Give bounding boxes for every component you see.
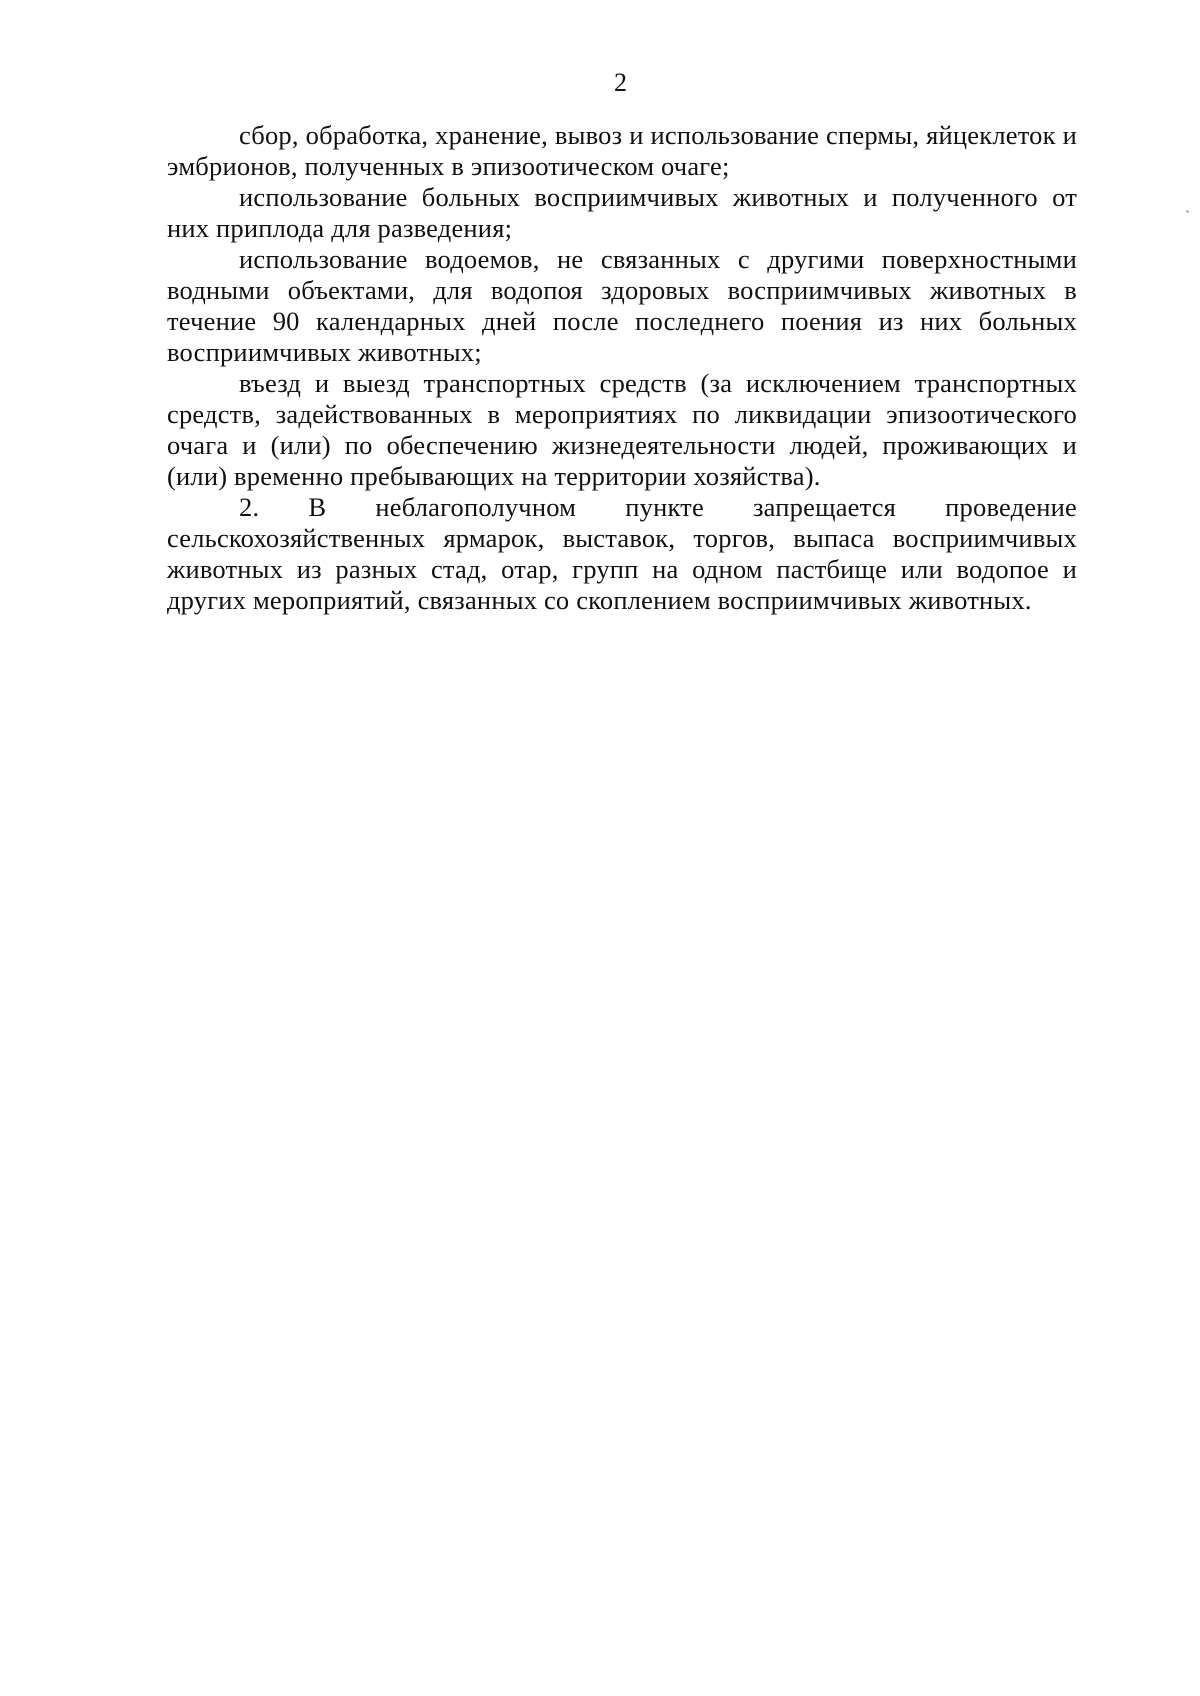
paragraph-breeding-ban: использование больных восприимчивых животных и полученного от них приплода для разведения; [167, 182, 1077, 243]
document-body [167, 120, 1077, 616]
scan-artifact-dot [1186, 210, 1189, 213]
paragraph-item-2: 2. В неблагополучном пункте запрещается проведение сельскохозяйственных ярмарок, выставок, торгов, выпаса восприимчивых животных из разных стад, отар, групп на одном пастбище или водопое и других мероприятий, связанных со скоплением восприимчивых животных. [167, 492, 1077, 615]
paragraph-water-ban: использование водоемов, не связанных с другими поверхностными водными объектами, для водопоя здоровых восприимчивых животных в течение 90 календарных дней после последнего поения из них больных восприимчивых животных; [167, 244, 1077, 367]
paragraph-collection-ban: сбор, обработка, хранение, вывоз и использование спермы, яйцеклеток и эмбрионов, полученных в эпизоотическом очаге; [167, 120, 1077, 181]
page-number: 2 [614, 68, 627, 97]
paragraph-vehicle-ban: въезд и выезд транспортных средств (за исключением транспортных средств, задействованных в мероприятиях по ликвидации эпизоотического очага и (или) по обеспечению жизнедеятельности людей, проживающих и (или) временно пребывающих на территории хозяйства). [167, 368, 1077, 491]
